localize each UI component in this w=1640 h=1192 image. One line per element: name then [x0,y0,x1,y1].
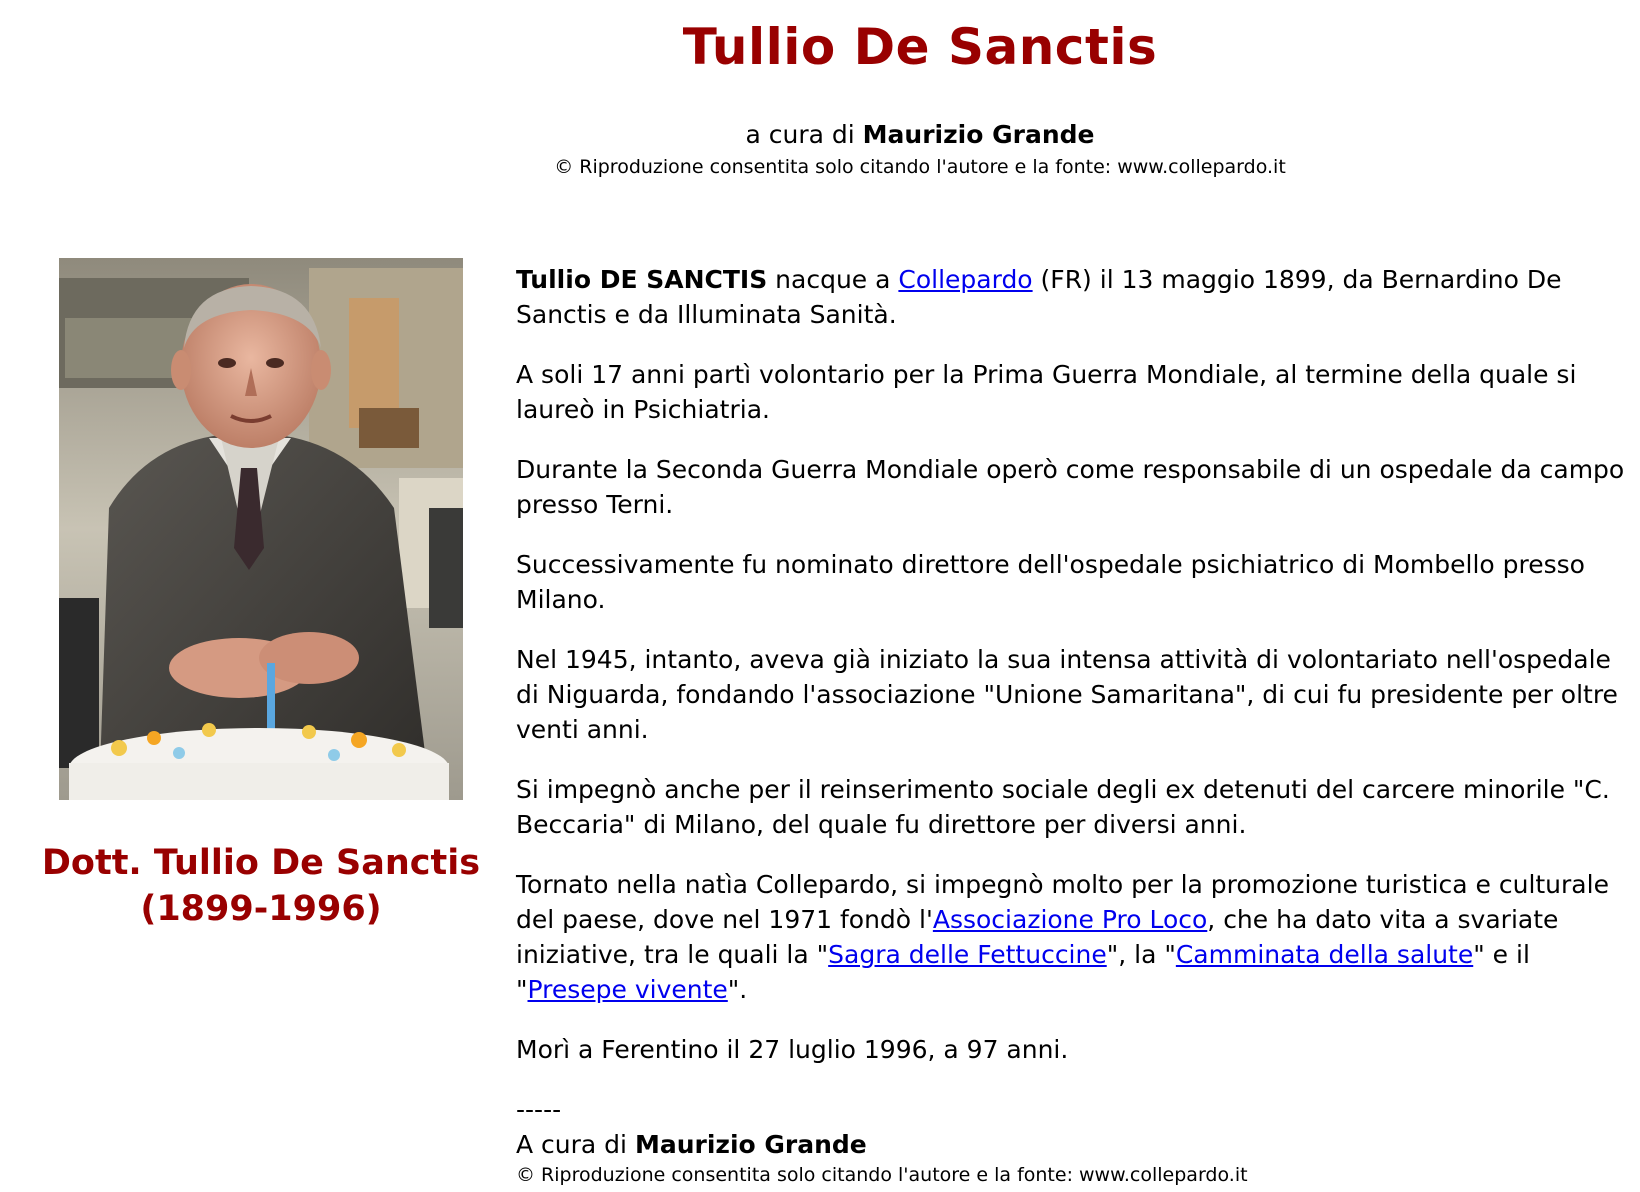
text-fragment: (FR) il 13 maggio 1899, da Bernardino De Sanctis e da Illuminata Sanità. [516,265,1562,329]
text-fragment: nacque a [767,265,899,294]
paragraph-proloco [516,867,1626,1007]
paragraph-niguarda: Nel 1945, intanto, aveva già iniziato la sua intensa attività di volontariato nell'ospedale di Niguarda, fondando l'associazione "Unione Samaritana", di cui fu presidente per oltre venti anni. [516,645,1618,744]
collepardo-link[interactable]: Collepardo [898,265,1033,294]
text-fragment: ", la " [1106,940,1176,969]
footer-byline [516,1127,1626,1162]
portrait-caption [30,840,492,932]
caption-name: Dott. Tullio De Sanctis [41,843,481,883]
article-footer [516,1092,1626,1188]
byline-author: Maurizio Grande [862,120,1095,149]
portrait-photo [59,258,463,800]
copyright-notice-top: © Riproduzione consentita solo citando l'autore e la fonte: www.collepardo.it [554,156,1286,178]
byline [0,120,1640,149]
person-name: Tullio DE SANCTIS [516,265,768,294]
text-fragment: " e il " [516,940,1530,1004]
sagra-fettuccine-link[interactable]: Sagra delle Fettuccine [828,940,1107,969]
page-title: Tullio De Sanctis [682,18,1158,76]
paragraph-beccaria: Si impegnò anche per il reinserimento sociale degli ex detenuti del carcere minorile "C. Beccaria" di Milano, del quale fu direttore per diversi anni. [516,775,1610,839]
paragraph-ww1: A soli 17 anni partì volontario per la Prima Guerra Mondiale, al termine della quale si laureò in Psichiatria. [516,360,1577,424]
presepe-vivente-link[interactable]: Presepe vivente [527,975,728,1004]
portrait-column [30,258,492,932]
footer-byline-prefix: A cura di [516,1130,635,1159]
caption-dates: (1899-1996) [140,889,382,929]
paragraph-birth [516,262,1626,332]
pro-loco-link[interactable]: Associazione Pro Loco [932,905,1208,934]
article-body [516,262,1626,1188]
paragraph-ww2: Durante la Seconda Guerra Mondiale operò come responsabile di un ospedale da campo presso Terni. [516,455,1625,519]
copyright-notice-bottom: © Riproduzione consentita solo citando l'autore e la fonte: www.collepardo.it [516,1164,1248,1186]
text-fragment: ". [727,975,748,1004]
footer-separator: ----- [516,1095,562,1124]
paragraph-death: Morì a Ferentino il 27 luglio 1996, a 97 anni. [516,1035,1069,1064]
text-fragment: , che ha dato vita a svariate iniziative, tra le quali la " [516,905,1559,969]
camminata-salute-link[interactable]: Camminata della salute [1175,940,1474,969]
text-fragment: Tornato nella natìa Collepardo, si impegnò molto per la promozione turistica e culturale del paese, dove nel 1971 fondò l' [516,870,1609,934]
byline-prefix: a cura di [745,120,855,149]
footer-byline-author: Maurizio Grande [634,1130,867,1159]
paragraph-mombello: Successivamente fu nominato direttore dell'ospedale psichiatrico di Mombello presso Milano. [516,550,1585,614]
